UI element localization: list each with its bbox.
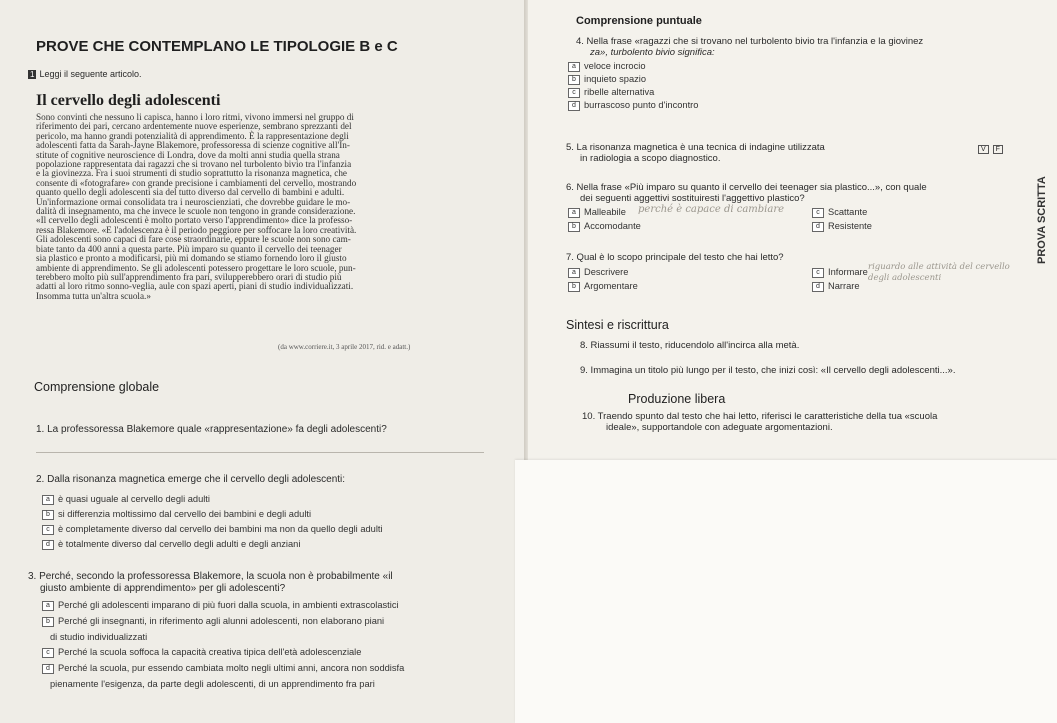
option-text: Perché gli adolescenti imparano di più fuori dalla scuola, in ambienti extrascolastici xyxy=(58,600,399,610)
option-text: veloce incrocio xyxy=(584,61,646,71)
q6-option-a[interactable] xyxy=(568,207,626,218)
option-letter: a xyxy=(568,62,580,72)
option-text: Malleabile xyxy=(584,207,626,217)
option-a[interactable] xyxy=(42,600,399,611)
article-line: popolazione rappresentata dai ragazzi che si trovano nel turbolento bivio tra l'infanzia xyxy=(36,159,352,170)
left-page xyxy=(0,0,528,723)
question-10-line2: ideale», supportandole con adeguate argomentazioni. xyxy=(606,422,833,433)
blank-answer-sheet[interactable] xyxy=(515,460,1057,723)
option-d[interactable] xyxy=(568,100,698,111)
option-letter: c xyxy=(812,208,824,218)
article-line: quanto quello degli adolescenti sia del tutto diverso dal cervello di bambini e adulti. xyxy=(36,187,345,198)
option-letter: b xyxy=(42,510,54,520)
article-line: Sono convinti che nessuno li capisca, hanno i loro ritmi, vivono immersi nel gruppo di xyxy=(36,112,354,122)
article-line: e la giovinezza. Fra i suoi strumenti di studio soprattutto la risonanza magnetica, che xyxy=(36,168,348,179)
article-line: dalità di insegnamento, ma che invece le scuole non tengono in grande considerazione. xyxy=(36,206,356,217)
option-letter: d xyxy=(568,101,580,111)
article-line: Un'informazione ormai consolidata tra i neuroscienziati, che dovrebbe guidare le mo- xyxy=(36,196,351,207)
page-title: PROVE CHE CONTEMPLANO LE TIPOLOGIE B e C xyxy=(36,38,398,55)
article-line: Gli adolescenti sono capaci di fare cose straordinarie, eppure le scuole non sono cam- xyxy=(36,234,351,245)
option-letter: d xyxy=(42,664,54,674)
option-letter: b xyxy=(568,222,580,232)
article-body xyxy=(36,113,498,301)
article-line: ressa Blakemore. «E l'adolescenza è il periodo peggiore per soffocare la loro creatività. xyxy=(36,224,357,235)
false-box[interactable]: F xyxy=(993,145,1003,154)
option-letter: b xyxy=(568,282,580,292)
task-text: Leggi il seguente articolo. xyxy=(39,69,142,79)
question-6-line1: 6. Nella frase «Più imparo su quanto il cervello dei teenager sia plastico...», con quale xyxy=(566,182,927,193)
option-letter: c xyxy=(812,268,824,278)
section-produzione-libera: Produzione libera xyxy=(628,392,726,406)
option-letter: d xyxy=(42,540,54,550)
question-3-line1: 3. Perché, secondo la professoressa Blakemore, la scuola non è probabilmente «il xyxy=(28,571,393,582)
q7-option-d[interactable] xyxy=(812,281,860,292)
option-text: è quasi uguale al cervello degli adulti xyxy=(58,494,210,504)
article-line: sia plastico e pronto a modificarsi, più mi domando se stiamo fornendo loro il giusto xyxy=(36,253,347,264)
question-1: 1. La professoressa Blakemore quale «rappresentazione» fa degli adolescenti? xyxy=(36,424,387,435)
option-letter: a xyxy=(42,601,54,611)
option-d[interactable] xyxy=(42,663,404,674)
option-a[interactable] xyxy=(568,61,646,72)
question-7: 7. Qual è lo scopo principale del testo che hai letto? xyxy=(566,252,784,263)
article-line: Insomma tutta un'altra scuola.» xyxy=(36,290,151,301)
article-source: (da www.corriere.it, 3 aprile 2017, rid. e adatt.) xyxy=(278,343,411,351)
handwritten-note-q7: riguardo alle attività del cervello degli adolescenti xyxy=(868,262,1010,283)
option-text: Argomentare xyxy=(584,281,638,291)
q6-option-b[interactable] xyxy=(568,221,641,232)
article-line: riferimento dei pari, cercano ardentemente nuove esperienze, sembrano sprezzanti del xyxy=(36,121,352,132)
option-c[interactable] xyxy=(42,524,383,535)
q6-option-c[interactable] xyxy=(812,207,867,218)
option-text: è completamente diverso dal cervello dei bambini ma non da quello degli adulti xyxy=(58,524,383,534)
option-letter: c xyxy=(568,88,580,98)
question-4-line2: za», turbolento bivio significa: xyxy=(590,47,715,58)
option-letter: c xyxy=(42,648,54,658)
article-line: consente di «fotografare» con grande precisione i cambiamenti del cervello, mostrando xyxy=(36,177,357,188)
side-tab-label: PROVA SCRITTA xyxy=(1036,176,1048,264)
q7-option-c[interactable] xyxy=(812,267,868,278)
option-text: inquieto spazio xyxy=(584,74,647,84)
option-c[interactable] xyxy=(568,87,654,98)
option-letter: a xyxy=(42,495,54,505)
option-b[interactable] xyxy=(42,509,311,520)
option-letter: a xyxy=(568,208,580,218)
question-3-line2: giusto ambiente di apprendimento» per gli adolescenti? xyxy=(40,583,286,594)
q7-option-b[interactable] xyxy=(568,281,638,292)
question-5-line2: in radiologia a scopo diagnostico. xyxy=(580,153,721,164)
option-text: Perché gli insegnanti, in riferimento agli alunni adolescenti, non elaborano piani xyxy=(58,616,385,626)
option-letter: d xyxy=(812,222,824,232)
task-instruction xyxy=(28,69,142,79)
option-text: Resistente xyxy=(828,221,872,231)
option-letter: a xyxy=(568,268,580,278)
article-line: ambiente di apprendimento. Se gli adolescenti potessero progettare le loro scuole, pun- xyxy=(36,262,356,273)
option-letter: b xyxy=(42,617,54,627)
task-number: 1 xyxy=(30,70,35,79)
question-6-line2: dei seguenti aggettivi sostituiresti l'aggettivo plastico? xyxy=(580,193,805,204)
question-9: 9. Immagina un titolo più lungo per il testo, che inizi così: «Il cervello degli adolescenti...». xyxy=(580,365,956,376)
question-2: 2. Dalla risonanza magnetica emerge che il cervello degli adolescenti: xyxy=(36,474,346,485)
option-text: Accomodante xyxy=(584,221,641,231)
question-4-line1: 4. Nella frase «ragazzi che si trovano nel turbolento bivio tra l'infanzia e la giovinez xyxy=(576,36,924,47)
option-text: Descrivere xyxy=(584,267,629,277)
option-c[interactable] xyxy=(42,647,361,658)
q7-option-a[interactable] xyxy=(568,267,628,278)
article-line: «Il cervello degli adolescenti è molto portato verso l'apprendimento» dice la professo- xyxy=(36,215,353,226)
option-text: Scattante xyxy=(828,207,868,217)
article-line: pericolo, ma hanno grandi potenzialità di apprendimento. È la rappresentazione degli xyxy=(36,130,349,141)
article-line: adatti al loro ritmo sonno-veglia, aule con spazi aperti, piani di studio individualizzati. xyxy=(36,281,354,292)
option-a[interactable] xyxy=(42,494,210,505)
option-text: Perché la scuola, pur essendo cambiata molto negli ultimi anni, ancora non soddisfa xyxy=(58,663,405,673)
handwritten-note-q6: perché è capace di cambiare xyxy=(638,204,785,215)
option-text: ribelle alternativa xyxy=(584,87,655,97)
option-continuation: pienamente l'esigenza, da parte degli adolescenti, di un apprendimento fra pari xyxy=(50,679,375,689)
question-10-line1: 10. Traendo spunto dal testo che hai letto, riferisci le caratteristiche della tua «scuola xyxy=(582,411,938,422)
article-line: biate tanto da 400 anni a questa parte. Più imparo su quanto il cervello dei teenager xyxy=(36,243,342,254)
option-text: si differenzia moltissimo dal cervello dei bambini e degli adulti xyxy=(58,509,312,519)
question-5-line1: 5. La risonanza magnetica è una tecnica di indagine utilizzata xyxy=(566,142,825,153)
article-line: adolescenti fatta da Sarah-Jayne Blakemore, professoressa di scienze cognitive all'In- xyxy=(36,140,350,151)
article-line: stitute of cognitive neuroscience di Londra, dove da molti anni studia quella strana xyxy=(36,149,340,160)
option-continuation: di studio individualizzati xyxy=(50,632,148,642)
option-d[interactable] xyxy=(42,539,300,550)
option-text: burrascoso punto d'incontro xyxy=(584,100,699,110)
answer-line[interactable] xyxy=(36,452,484,453)
article-title: Il cervello degli adolescenti xyxy=(36,92,221,109)
option-letter: d xyxy=(812,282,824,292)
article-line: terebbero molto più sull'apprendimento fra pari, svilupperebbero orari di studio più xyxy=(36,271,342,282)
option-letter: c xyxy=(42,525,54,535)
q6-option-d[interactable] xyxy=(812,221,872,232)
option-text: Narrare xyxy=(828,281,860,291)
option-b[interactable] xyxy=(42,616,384,627)
true-box[interactable]: V xyxy=(978,145,989,154)
option-text: Informare xyxy=(828,267,868,277)
option-b[interactable] xyxy=(568,74,646,85)
option-text: Perché la scuola soffoca la capacità creativa tipica dell'età adolescenziale xyxy=(58,647,362,657)
option-letter: b xyxy=(568,75,580,85)
heading-comprensione-puntuale: Comprensione puntuale xyxy=(576,15,702,27)
section-sintesi: Sintesi e riscrittura xyxy=(566,318,669,332)
true-false-boxes xyxy=(974,144,1003,154)
side-tab-prova-scritta xyxy=(1022,176,1052,270)
option-text: è totalmente diverso dal cervello degli adulti e degli anziani xyxy=(58,539,301,549)
section-comprensione-globale: Comprensione globale xyxy=(34,380,160,394)
question-8: 8. Riassumi il testo, riducendolo all'incirca alla metà. xyxy=(580,340,800,351)
